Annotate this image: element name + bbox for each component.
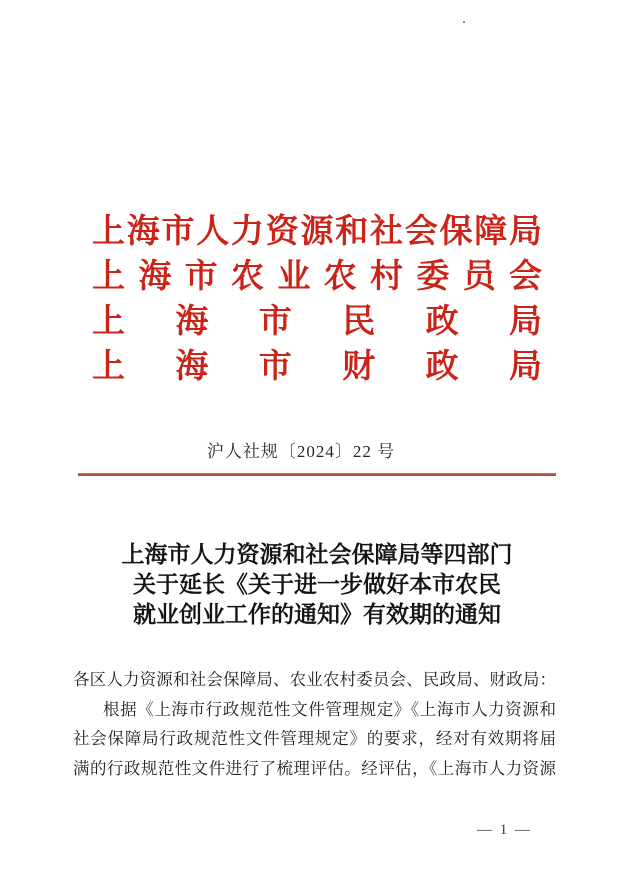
red-divider-line [78,473,556,476]
title-line-2: 关于延长《关于进一步做好本市农民 [133,572,501,597]
body-paragraph-line-2: 社会保障局行政规范性文件管理规定》的要求，经对有效期将届 [73,729,556,748]
document-number: 沪人社规〔2024〕22 号 [206,442,396,461]
document-body [73,665,556,783]
title-line-1: 上海市人力资源和社会保障局等四部门 [121,542,513,567]
page-number: — 1 — [477,822,532,838]
body-paragraph-line-1: 根据《上海市行政规范性文件管理规定》《上海市人力资源和 [103,699,556,719]
agency-name-civil-affairs: 上海市民政局 [92,304,542,340]
title-line-3: 就业创业工作的通知》有效期的通知 [133,602,501,627]
salutation-line: 各区人力资源和社会保障局、农业农村委员会、民政局、财政局： [73,670,556,689]
agency-name-hrss: 上海市人力资源和社会保障局 [92,214,542,250]
document-title [0,540,634,630]
scan-artifact-dot [463,21,465,23]
agency-name-agriculture: 上海市农业农村委员会 [92,259,542,295]
red-letterhead [92,210,542,390]
body-paragraph-line-3: 满的行政规范性文件进行了梳理评估。经评估，《上海市人力资源 [73,758,556,778]
agency-name-finance: 上海市财政局 [92,349,542,385]
